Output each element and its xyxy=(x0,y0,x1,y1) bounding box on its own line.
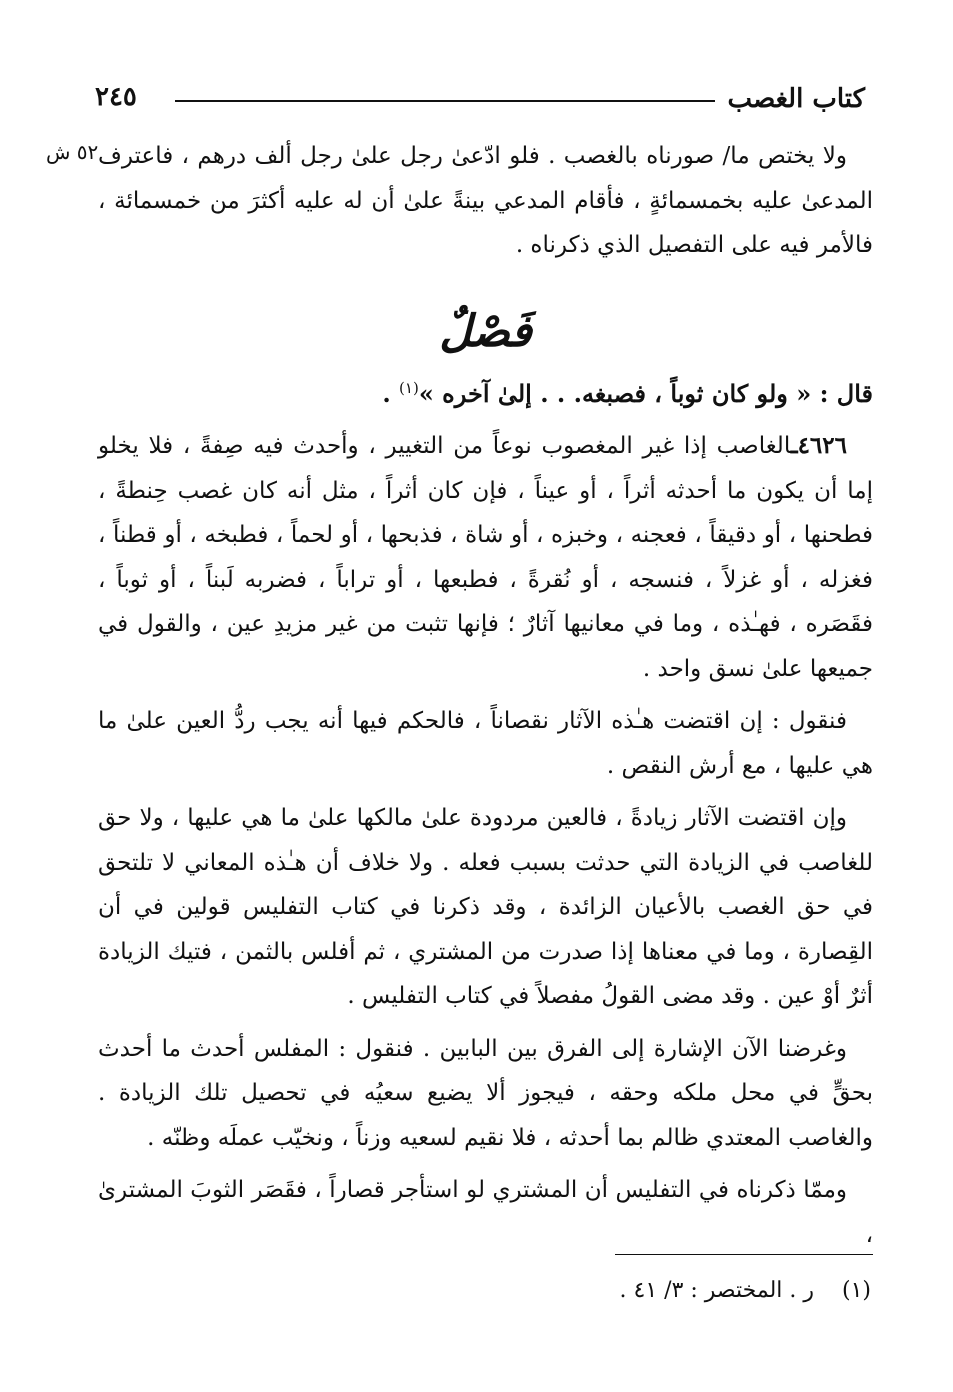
page-number: ٢٤٥ xyxy=(95,82,137,112)
header-rule xyxy=(175,100,715,102)
paragraph-deficiency: فنقول : إن اقتضت هـٰذه الآثار نقصاناً ، فالحكم فيها أنه يجب ردُّ العين علىٰ ما هي عليها ، مع أرش النقص . xyxy=(98,708,873,779)
chapter-title: كتاب الغصب xyxy=(727,84,865,114)
quoted-statement xyxy=(98,366,873,417)
paragraph-distinction: وغرضنا الآن الإشارة إلى الفرق بين البابين . فنقول : المفلس أحدث ما أحدث بحقٍّ في محل ملكه وحقه ، فيجوز ألا يضيع سعيُه في تحصيل تلك الزيادة . والغاصب المعتدي ظالم بما أحدثه ، فلا نقيم لسعيه وزناً ، ونخيّب عملَه وظنّه . xyxy=(98,1035,873,1151)
paragraph-4626 xyxy=(98,424,873,691)
paragraph-intro: ولا يختص ما/ صورناه بالغصب . فلو ادّعىٰ رجل علىٰ رجل ألف درهم ، فاعترف المدعىٰ عليه بخمسمائةٍ ، فأقام المدعي بينةً علىٰ أن له عليه أكثرَ من خمسمائة ، فالأمر فيه على التفصيل الذي ذكرناه . xyxy=(98,143,873,258)
footnote-text: ر . المختصر : ٣/ ٤١ . xyxy=(619,1278,814,1303)
paragraph-increase: وإن اقتضت الآثار زيادةً ، فالعين مردودة علىٰ مالكها علىٰ ما هي عليها ، ولا حق للغاصب في الزيادة التي حدثت بسبب فعله . ولا خلاف أن هـٰذه المعاني لا تلتحق في حق الغصب بالأعيان الزائدة ، وقد ذكرنا في كتاب التفليس قولين في أن القِصارة ، وما في معناها إذا صدرت من المشتري ، ثم أفلس بالثمن ، فتيك الزيادة أثرٌ أوْ عين . وقد مضى القولُ مفصلاً في كتاب التفليس . xyxy=(98,805,873,1009)
footnote-rule xyxy=(615,1254,873,1255)
footnote xyxy=(620,1278,871,1303)
section-heading: فَصْلٌ xyxy=(439,305,532,357)
paragraph-number: ٤٦٢٦ـ xyxy=(790,432,847,459)
quote-end: . xyxy=(382,378,400,408)
quote-text: قال : « ولو كان ثوباً ، فصبغه. . . إلىٰ آخره » xyxy=(418,378,873,408)
paragraph-continuation: وممّا ذكرناه في التفليس أن المشتري لو استأجر قصاراً ، فقَصَر الثوبَ المشترىٰ ، xyxy=(98,1177,873,1248)
paragraph-4626-text: الغاصب إذا غير المغصوب نوعاً من التغيير ، وأحدث فيه صِفةً ، فلا يخلو إما أن يكون ما أحدثه أثراً ، أو عيناً ، فإن كان أثراً ، مثل أنه كان غصب حِنطةً ، فطحنها ، أو دقيقاً ، فعجنه ، وخبزه ، أو شاة ، فذبحها ، أو لحماً ، فطبخه ، أو قطناً ، فغزله ، أو غزلاً ، فنسجه ، أو نُقرةً ، فطبعها ، أو تراباً ، فضربه لَبناً ، أو ثوباً ، فقَصَره ، فهـٰذه ، وما في معانيها آثارٌ ؛ فإنها تثبت من غير مزيدِ عين ، والقول في جميعها علىٰ نسق واحد . xyxy=(98,433,873,682)
footnote-marker: (١) xyxy=(841,1278,871,1303)
main-text xyxy=(98,134,873,1257)
running-header xyxy=(95,78,865,118)
footnote-ref: (١) xyxy=(399,378,419,397)
margin-manuscript-note: ٥٢ ش xyxy=(46,140,99,164)
